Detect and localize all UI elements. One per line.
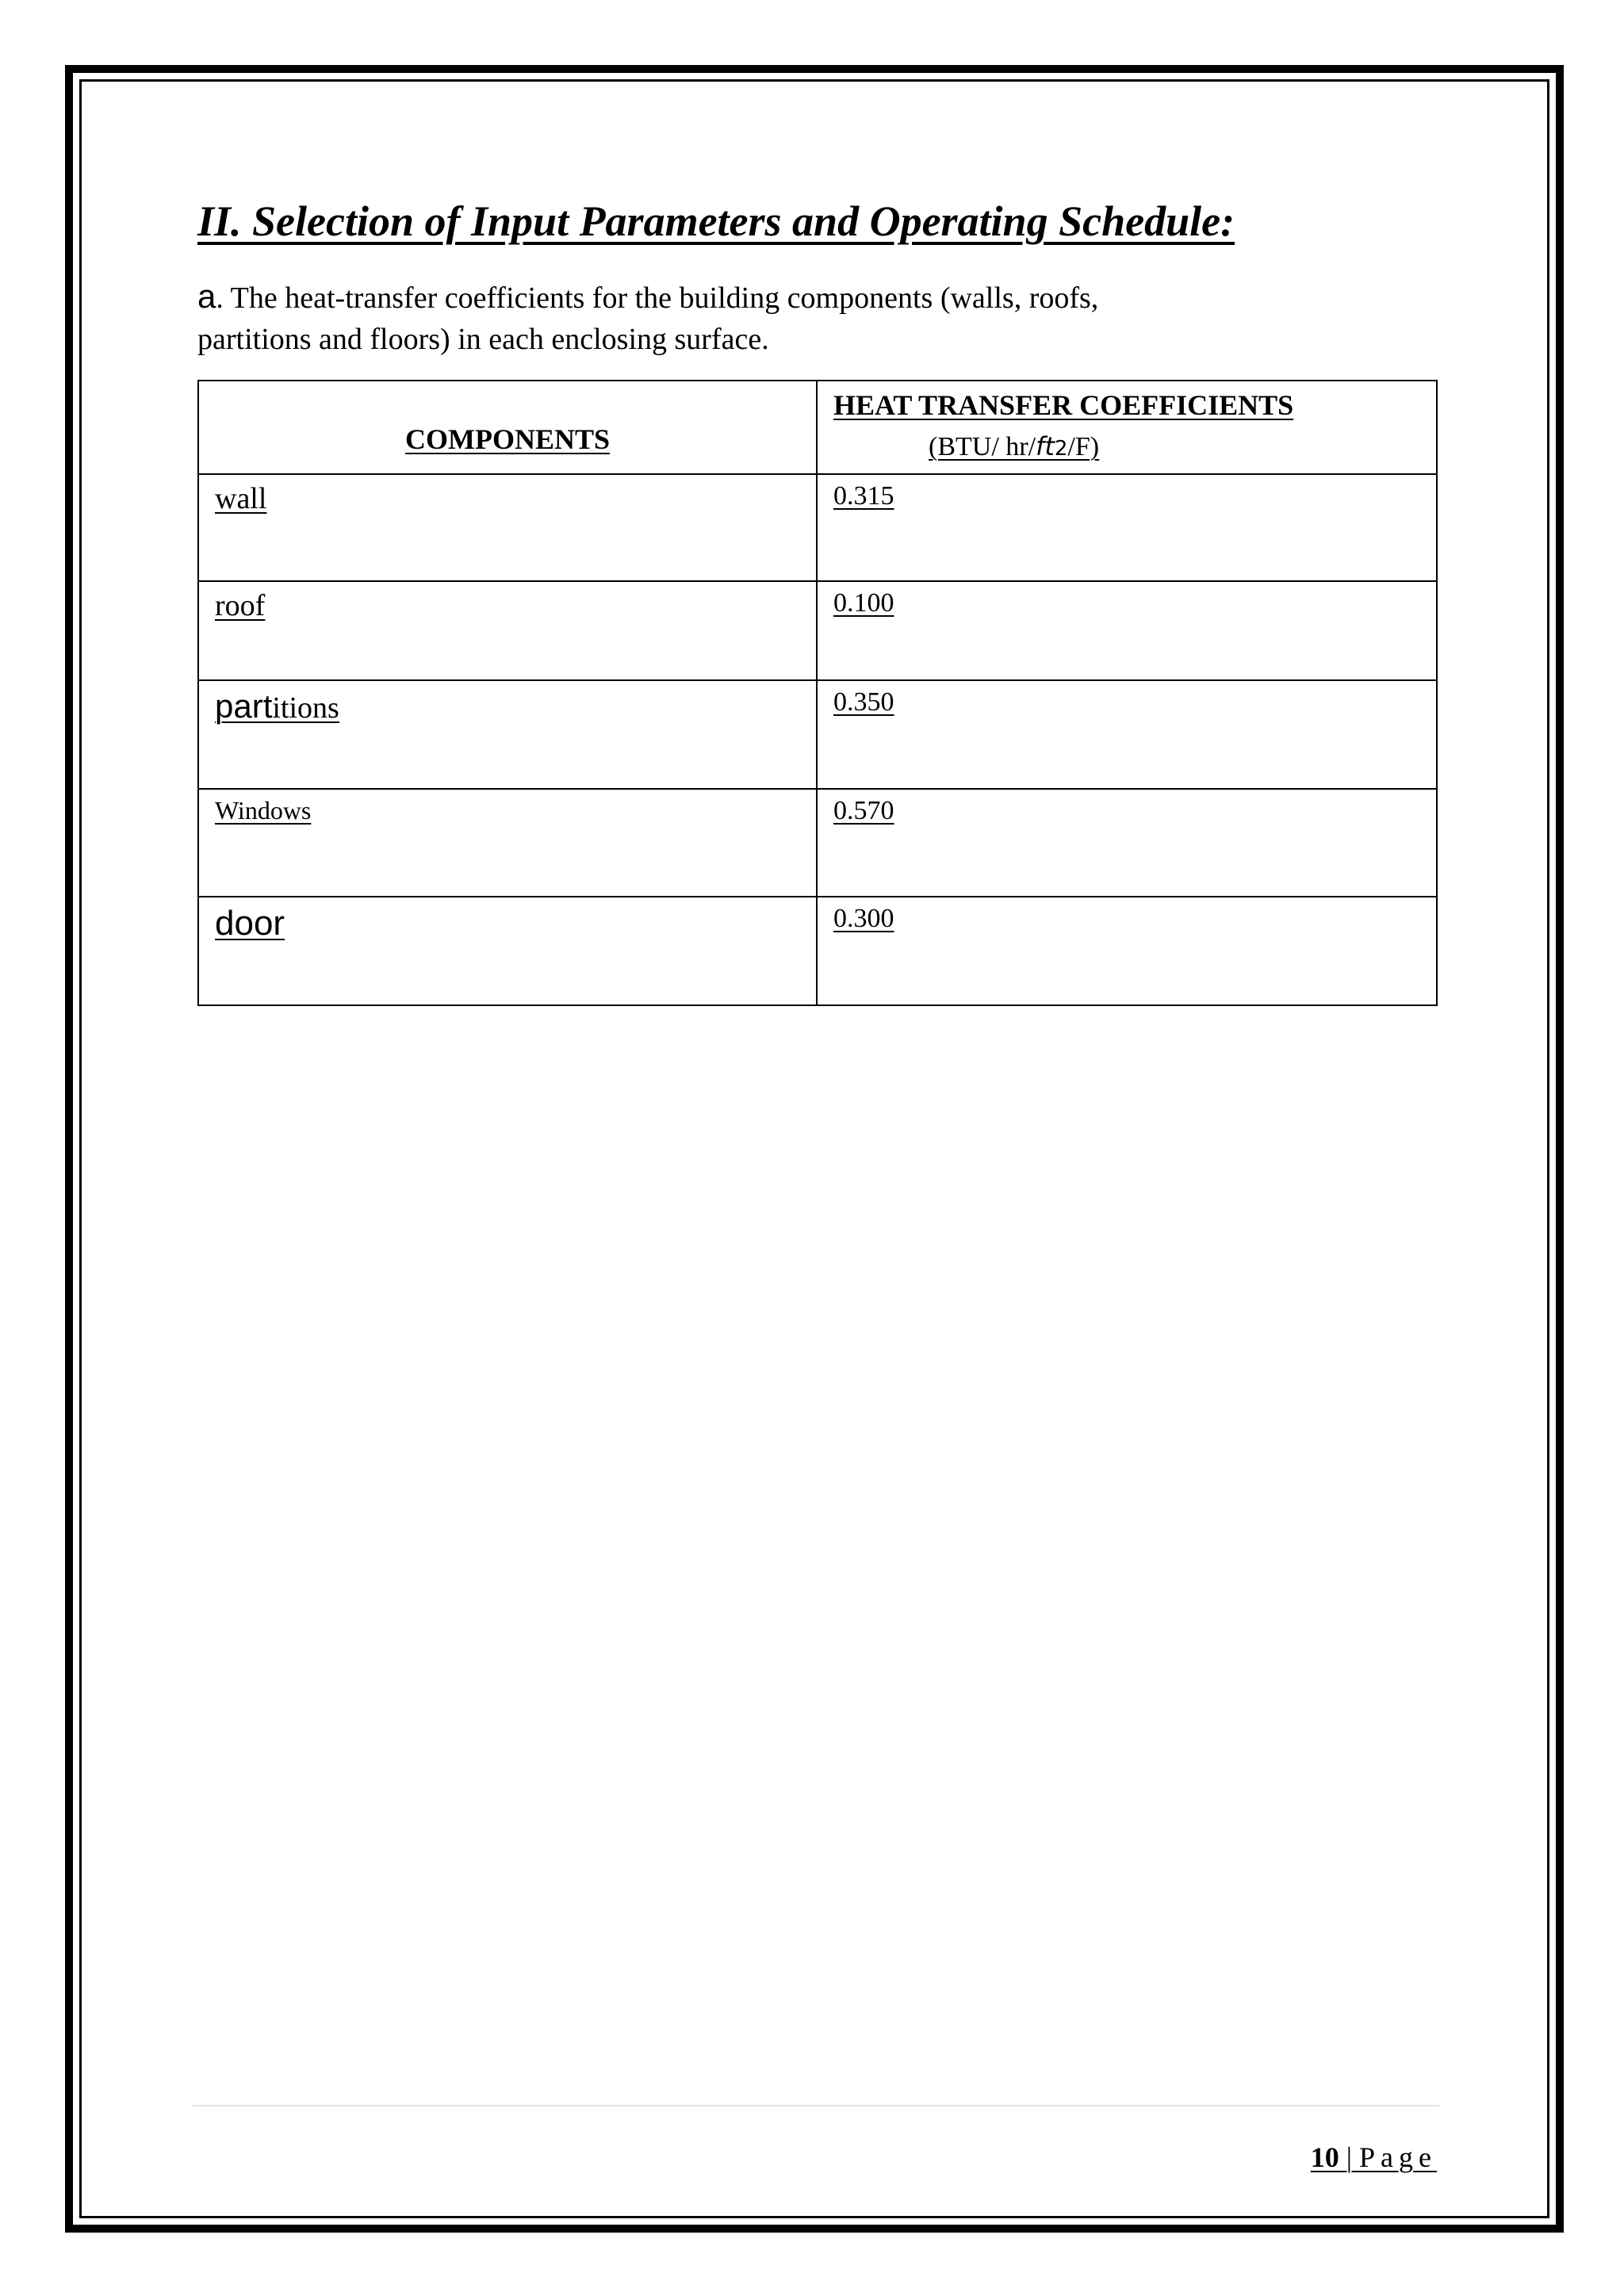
coefficient-cell (817, 897, 1437, 1005)
table-row (198, 680, 1437, 789)
intro-text-line1: . The heat-transfer coefficients for the building components (walls, roofs, (216, 281, 1099, 315)
coefficient-value: 0.300 (833, 904, 894, 933)
section-heading: II. Selection of Input Parameters and Operating Schedule: (197, 197, 1235, 245)
component-label (215, 687, 339, 725)
component-label-part2: itions (272, 691, 339, 725)
component-cell (198, 789, 817, 897)
coefficient-value: 0.315 (833, 481, 894, 511)
header-unit-ft: ft (1036, 431, 1055, 461)
page-number-separator: | (1339, 2141, 1360, 2173)
coefficient-cell (817, 581, 1437, 680)
page-number-word: Page (1359, 2141, 1437, 2173)
header-components-label: COMPONENTS (404, 423, 610, 455)
coefficient-value: 0.570 (833, 796, 894, 825)
coefficient-cell (817, 474, 1437, 581)
component-cell (198, 897, 817, 1005)
header-unit-suffix: /F) (1067, 432, 1100, 461)
header-coefficients (817, 381, 1437, 474)
component-label: door (215, 904, 285, 943)
intro-text-line2: partitions and floors) in each enclosing surface. (197, 323, 769, 356)
component-label: roof (215, 589, 266, 622)
table-row (198, 897, 1437, 1005)
page-number (1311, 2141, 1437, 2174)
page-number-value: 10 (1310, 2141, 1339, 2173)
component-cell (198, 474, 817, 581)
coefficient-value: 0.350 (833, 687, 894, 717)
footer-divider (193, 2105, 1439, 2107)
table-header-row (198, 381, 1437, 474)
table-row (198, 789, 1437, 897)
component-cell (198, 581, 817, 680)
table-row (198, 474, 1437, 581)
header-components (198, 381, 817, 474)
header-unit (833, 426, 1436, 469)
intro-lead-letter: a (197, 277, 216, 315)
coefficient-value: 0.100 (833, 588, 894, 618)
coefficient-cell (817, 680, 1437, 789)
component-label: wall (215, 482, 267, 515)
coefficient-cell (817, 789, 1437, 897)
table-row (198, 581, 1437, 680)
intro-paragraph (197, 276, 1276, 360)
heat-transfer-table (197, 380, 1438, 1006)
component-label-part1: part (215, 687, 273, 725)
header-unit-exp: 2 (1054, 437, 1068, 461)
component-cell (198, 680, 817, 789)
component-label: Windows (215, 796, 312, 825)
header-unit-prefix: (BTU/ hr/ (929, 432, 1036, 461)
header-coefficients-label: HEAT TRANSFER COEFFICIENTS (833, 389, 1294, 421)
